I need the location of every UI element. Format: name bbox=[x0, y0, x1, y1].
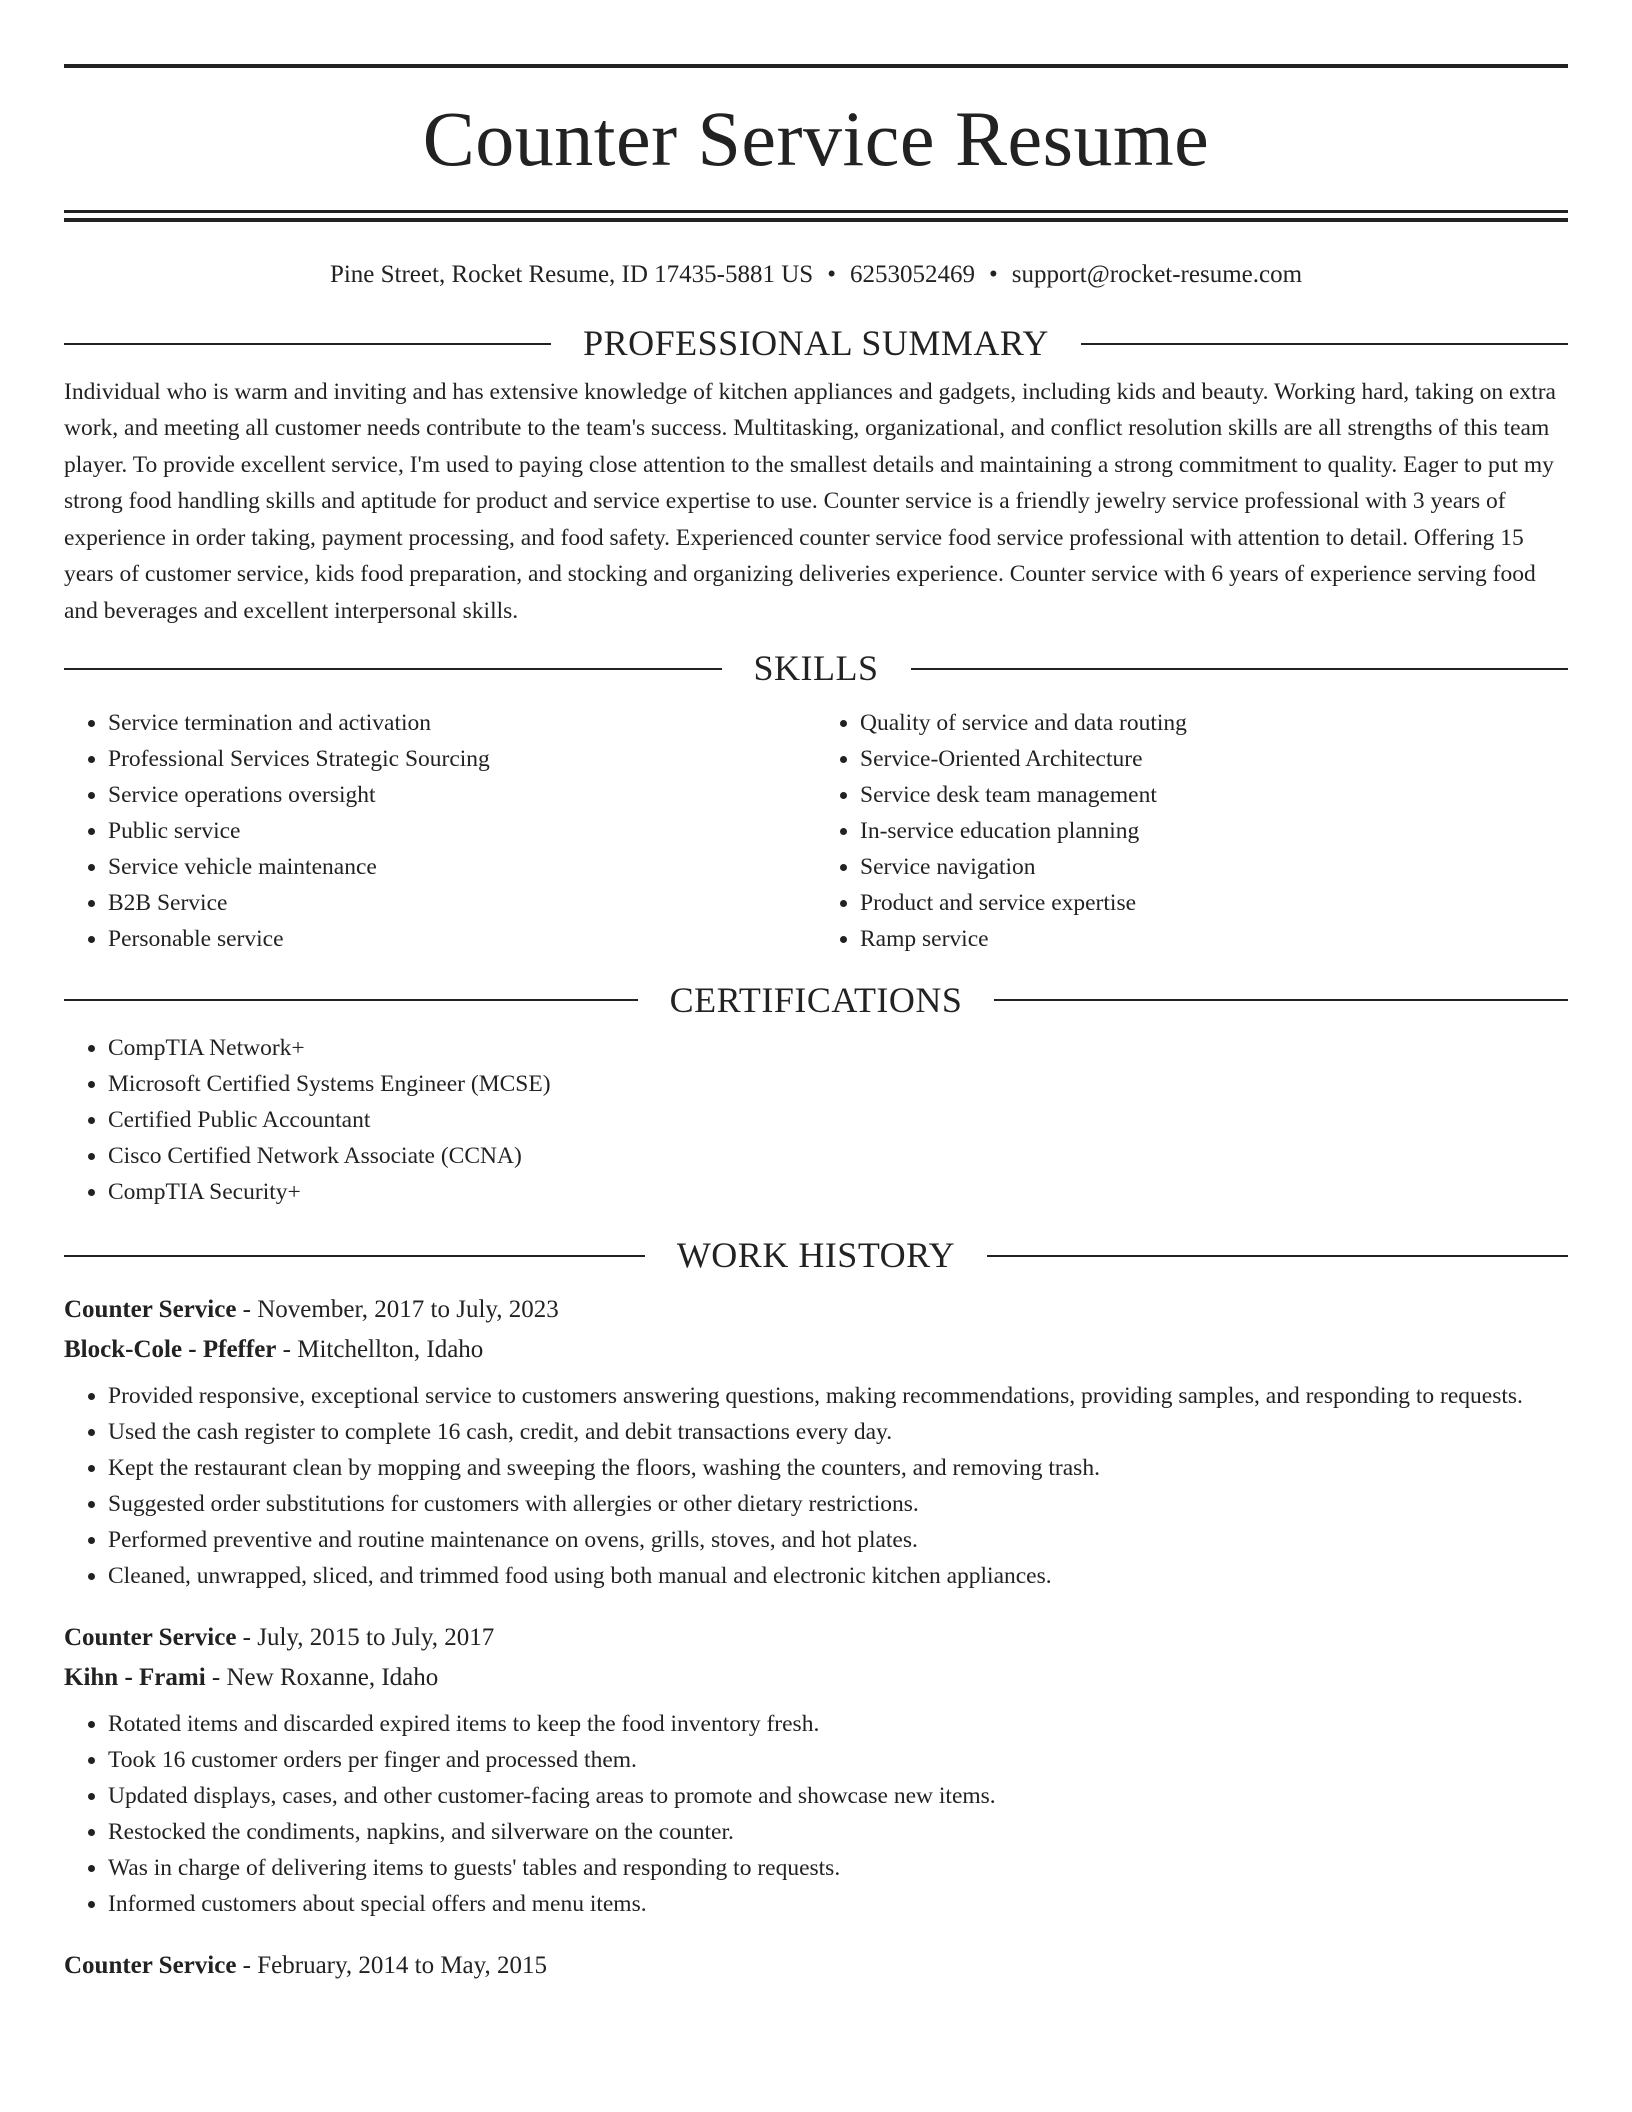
contact-separator: • bbox=[988, 261, 998, 288]
skill-item: • Service vehicle maintenance bbox=[108, 849, 816, 885]
heading-rule-right bbox=[911, 668, 1569, 670]
contact-line bbox=[64, 260, 1568, 290]
job-title: Counter Service bbox=[64, 1295, 237, 1323]
work-history-heading: WORK HISTORY bbox=[676, 1235, 956, 1276]
heading-rule-left bbox=[64, 1255, 645, 1257]
heading-rule-right bbox=[987, 1255, 1568, 1257]
skill-item: • Service termination and activation bbox=[108, 705, 816, 741]
skill-item: • Service desk team management bbox=[860, 777, 1568, 813]
certifications-heading: CERTIFICATIONS bbox=[669, 979, 963, 1020]
job-duties-list bbox=[64, 1378, 1568, 1594]
contact-email: support@rocket-resume.com bbox=[1011, 261, 1303, 288]
summary-heading: PROFESSIONAL SUMMARY bbox=[583, 323, 1049, 363]
job-company: Kihn - Frami bbox=[64, 1663, 206, 1691]
heading-rule-right bbox=[994, 999, 1568, 1001]
skill-item: • Service-Oriented Architecture bbox=[860, 741, 1568, 777]
certification-item: • CompTIA Network+ bbox=[108, 1030, 1568, 1066]
heading-rule-left bbox=[64, 668, 722, 670]
job-duty-item: • Used the cash register to complete 16 cash, credit, and debit transactions every day. bbox=[108, 1414, 1568, 1450]
job-company-line: Kihn - Frami - New Roxanne, Idaho bbox=[64, 1663, 439, 1691]
heading-rule-left bbox=[64, 999, 638, 1001]
skill-item: • Personable service bbox=[108, 921, 816, 957]
job-entry bbox=[64, 1290, 1568, 1594]
job-duty-item: • Kept the restaurant clean by mopping and sweeping the floors, washing the counters, and removing trash. bbox=[108, 1450, 1568, 1486]
skill-item: • Product and service expertise bbox=[860, 885, 1568, 921]
contact-separator: • bbox=[827, 261, 836, 288]
contact-address: Pine Street, Rocket Resume, ID 17435-5881 US bbox=[329, 261, 814, 288]
job-dates: November, 2017 to July, 2023 bbox=[257, 1295, 559, 1323]
job-company-line: Block-Cole - Pfeffer - Mitchellton, Idaho bbox=[64, 1335, 484, 1363]
skills-list-left bbox=[64, 705, 816, 957]
job-duty-item: • Suggested order substitutions for customers with allergies or other dietary restrictions. bbox=[108, 1486, 1568, 1522]
top-rule bbox=[64, 64, 1568, 68]
job-duty-item: • Restocked the condiments, napkins, and silverware on the counter. bbox=[108, 1814, 1568, 1850]
job-title: Counter Service bbox=[64, 1623, 237, 1651]
job-company: Block-Cole - Pfeffer bbox=[64, 1335, 277, 1363]
title-double-rule bbox=[64, 210, 1568, 222]
job-duty-item: • Took 16 customer orders per finger and processed them. bbox=[108, 1742, 1568, 1778]
certifications-section-heading bbox=[64, 981, 1568, 1021]
skill-item: • Ramp service bbox=[860, 921, 1568, 957]
job-title: Counter Service bbox=[64, 1951, 237, 1979]
heading-rule-left bbox=[64, 343, 551, 345]
job-duty-item: • Informed customers about special offers and menu items. bbox=[108, 1886, 1568, 1922]
job-title-line: Counter Service - November, 2017 to July, 2023 bbox=[64, 1295, 559, 1323]
skills-heading: SKILLS bbox=[753, 648, 879, 689]
job-duty-item: • Provided responsive, exceptional service to customers answering questions, making recommendations, providing samples, and responding to requests. bbox=[108, 1378, 1568, 1414]
skills-list-right bbox=[816, 705, 1568, 957]
certification-item: • Cisco Certified Network Associate (CCNA) bbox=[108, 1138, 1568, 1174]
job-location: New Roxanne, Idaho bbox=[226, 1663, 439, 1691]
certifications-list bbox=[64, 1030, 1568, 1210]
job-duty-item: • Updated displays, cases, and other customer-facing areas to promote and showcase new items. bbox=[108, 1778, 1568, 1814]
job-duty-item: • Cleaned, unwrapped, sliced, and trimmed food using both manual and electronic kitchen appliances. bbox=[108, 1558, 1568, 1594]
resume-title: Counter Service Resume bbox=[422, 95, 1210, 182]
summary-text: Individual who is warm and inviting and has extensive knowledge of kitchen appliances and gadgets, including kids and beauty. Working hard, taking on extra work, and meeting all customer needs contribute to the team's success. Multitasking, organizational, and conflict resolution skills are all strengths of this team player. To provide excellent service, I'm used to paying close attention to the smallest details and maintaining a strong commitment to quality. Eager to put my strong food handling skills and aptitude for product and service expertise to use. Counter service is a friendly jewelry service professional with 3 years of experience in order taking, payment processing, and food safety. Experienced counter service food service professional with attention to detail. Offering 15 years of customer service, kids food preparation, and stocking and organizing deliveries experience. Counter service with 6 years of experience serving food and beverages and excellent interpersonal skills. bbox=[64, 378, 1556, 624]
job-entry bbox=[64, 1618, 1568, 1922]
job-title-line: Counter Service - February, 2014 to May, 2015 bbox=[64, 1951, 548, 1979]
contact-phone: 6253052469 bbox=[849, 261, 975, 288]
certification-item: • Certified Public Accountant bbox=[108, 1102, 1568, 1138]
certification-item: • CompTIA Security+ bbox=[108, 1174, 1568, 1210]
job-duty-item: • Was in charge of delivering items to guests' tables and responding to requests. bbox=[108, 1850, 1568, 1886]
skills-section-heading bbox=[64, 649, 1568, 689]
skill-item: • Quality of service and data routing bbox=[860, 705, 1568, 741]
job-duty-item: • Performed preventive and routine maintenance on ovens, grills, stoves, and hot plates. bbox=[108, 1522, 1568, 1558]
resume-page bbox=[64, 64, 1568, 1986]
job-dates: February, 2014 to May, 2015 bbox=[257, 1951, 548, 1979]
skill-item: • Service operations oversight bbox=[108, 777, 816, 813]
job-dates: July, 2015 to July, 2017 bbox=[257, 1623, 495, 1651]
job-title-line: Counter Service - July, 2015 to July, 2017 bbox=[64, 1623, 495, 1651]
skill-item: • B2B Service bbox=[108, 885, 816, 921]
skill-item: • Public service bbox=[108, 813, 816, 849]
job-entry bbox=[64, 1946, 1568, 1986]
skill-item: • Professional Services Strategic Sourcing bbox=[108, 741, 816, 777]
skill-item: • Service navigation bbox=[860, 849, 1568, 885]
skill-item: • In-service education planning bbox=[860, 813, 1568, 849]
work-history-jobs bbox=[64, 1290, 1568, 1986]
skills-columns bbox=[64, 699, 1568, 957]
job-location: Mitchellton, Idaho bbox=[297, 1335, 484, 1363]
work-history-section-heading bbox=[64, 1236, 1568, 1276]
heading-rule-right bbox=[1081, 343, 1568, 345]
summary-section-heading bbox=[64, 324, 1568, 364]
certification-item: • Microsoft Certified Systems Engineer (MCSE) bbox=[108, 1066, 1568, 1102]
job-duty-item: • Rotated items and discarded expired items to keep the food inventory fresh. bbox=[108, 1706, 1568, 1742]
job-duties-list bbox=[64, 1706, 1568, 1922]
